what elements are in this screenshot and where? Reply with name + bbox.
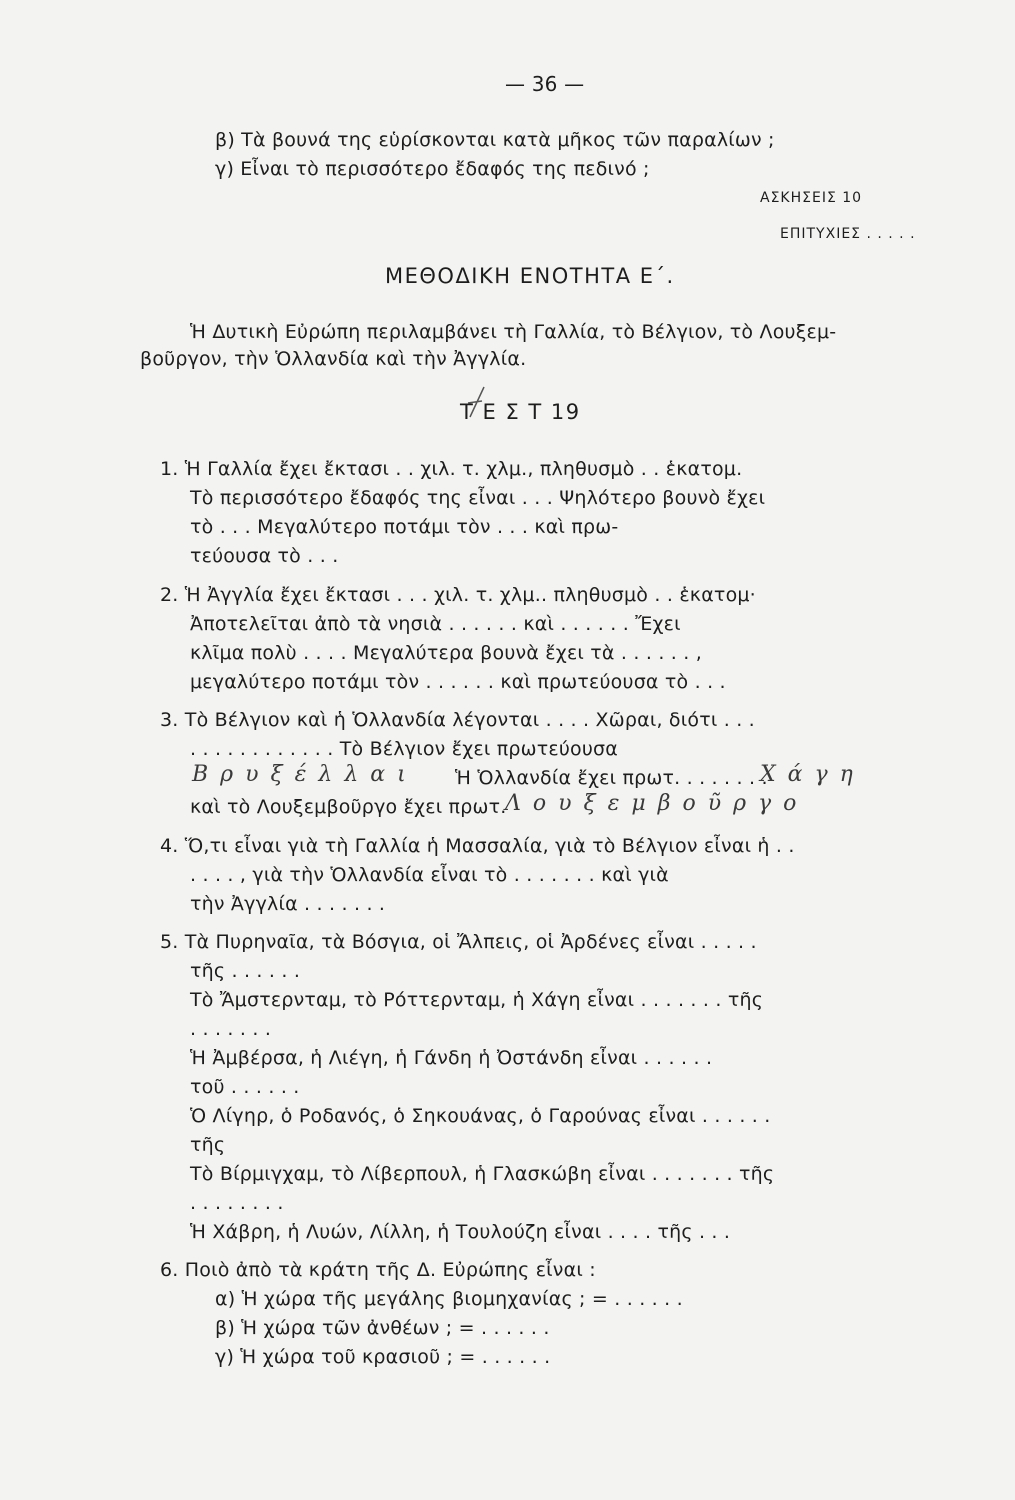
q3-line-1: 3. Τὸ Βέλγιον καὶ ἡ Ὁλλανδία λέγονται . . . . Χῶραι, διότι . . .: [160, 709, 755, 731]
q1-line-4: τεύουσα τὸ . . .: [190, 545, 339, 567]
q6-option-b: β) Ἡ χώρα τῶν ἀνθέων ; = . . . . . .: [215, 1317, 550, 1339]
q3-line-3: Ἡ Ὁλλανδία ἔχει πρωτ. . . . . . . .: [455, 767, 768, 789]
q1-line-2: Τὸ περισσότερο ἔδαφός της εἶναι . . . Ψηλότερο βουνὸ ἔχει: [190, 487, 766, 509]
q3-line-4: καὶ τὸ Λουξεμβοῦργο ἔχει πρωτ.: [190, 796, 507, 818]
q5-line-5: Ἡ Ἀμβέρσα, ἡ Λιέγη, ἡ Γάνδη ἡ Ὀστάνδη εἶναι . . . . . .: [190, 1047, 713, 1069]
q5-line-4: . . . . . . .: [190, 1018, 272, 1040]
handwritten-answer-hague: Χάγη: [760, 762, 865, 787]
unit-title: ΜΕΘΟΔΙΚΗ ΕΝΟΤΗΤΑ Ε΄.: [385, 264, 675, 288]
q6-line-1: 6. Ποιὸ ἀπὸ τὰ κράτη τῆς Δ. Εὐρώπης εἶναι :: [160, 1259, 596, 1281]
q5-line-3: Τὸ Ἄμστερνταμ, τὸ Ρόττερνταμ, ἡ Χάγη εἶναι . . . . . . . τῆς: [190, 989, 764, 1011]
q2-line-3: κλῖμα πολὺ . . . . Μεγαλύτερα βουνὰ ἔχει τὰ . . . . . . ,: [190, 642, 703, 664]
intro-line-c: γ) Εἶναι τὸ περισσότερο ἔδαφός της πεδινό ;: [215, 158, 650, 180]
q5-line-2: τῆς . . . . . .: [190, 960, 301, 982]
paragraph-line-2: βοῦργον, τὴν Ὁλλανδία καὶ τὴν Ἀγγλία.: [140, 348, 527, 370]
q4-line-1: 4. Ὅ,τι εἶναι γιὰ τὴ Γαλλία ἡ Μασσαλία, γιὰ τὸ Βέλγιον εἶναι ἡ . .: [160, 835, 795, 857]
q4-line-3: τὴν Ἀγγλία . . . . . . .: [190, 893, 386, 915]
test-title: Τ Ε Σ Τ 19: [460, 400, 581, 424]
page-number: — 36 —: [505, 72, 585, 96]
exercises-count: ΑΣΚΗΣΕΙΣ 10: [760, 190, 863, 206]
q5-line-11: Ἡ Χάβρη, ἡ Λυών, Λίλλη, ἡ Τουλούζη εἶναι . . . . τῆς . . .: [190, 1221, 731, 1243]
q5-line-7: Ὁ Λίγηρ, ὁ Ροδανός, ὁ Σηκουάνας, ὁ Γαρούνας εἶναι . . . . . .: [190, 1105, 771, 1127]
q5-line-1: 5. Τὰ Πυρηναῖα, τὰ Βόσγια, οἱ Ἄλπεις, οἱ Ἀρδένες εἶναι . . . . .: [160, 931, 757, 953]
handwritten-answer-luxembourg: Λουξεμβοῦργο: [505, 791, 809, 816]
q5-line-6: τοῦ . . . . . .: [190, 1076, 300, 1098]
successes-count: ΕΠΙΤΥΧΙΕΣ . . . . .: [780, 226, 916, 242]
handwritten-answer-brussels: Βρυξέλλαι: [192, 762, 418, 787]
q5-line-9: Τὸ Βίρμιγχαμ, τὸ Λίβερπουλ, ἡ Γλασκώβη εἶναι . . . . . . . τῆς: [190, 1163, 775, 1185]
q6-option-a: α) Ἡ χώρα τῆς μεγάλης βιομηχανίας ; = . . . . . .: [215, 1288, 683, 1310]
q1-line-1: 1. Ἡ Γαλλία ἔχει ἔκτασι . . χιλ. τ. χλμ., πληθυσμὸ . . ἑκατομ.: [160, 458, 743, 480]
handwritten-mark-icon: [462, 383, 492, 423]
q5-line-10: . . . . . . . .: [190, 1192, 284, 1214]
paragraph-line-1: Ἡ Δυτικὴ Εὐρώπη περιλαμβάνει τὴ Γαλλία, τὸ Βέλγιον, τὸ Λουξεμ-: [190, 321, 837, 343]
q6-option-c: γ) Ἡ χώρα τοῦ κρασιοῦ ; = . . . . . .: [215, 1346, 551, 1368]
q5-line-8: τῆς: [190, 1134, 226, 1156]
q4-line-2: . . . . , γιὰ τὴν Ὁλλανδία εἶναι τὸ . . . . . . . καὶ γιὰ: [190, 864, 669, 886]
q2-line-1: 2. Ἡ Ἀγγλία ἔχει ἔκτασι . . . χιλ. τ. χλμ.. πληθυσμὸ . . ἑκατομ·: [160, 584, 756, 606]
q1-line-3: τὸ . . . Μεγαλύτερο ποτάμι τὸν . . . καὶ πρω-: [190, 516, 619, 538]
q3-line-2: . . . . . . . . . . . . Τὸ Βέλγιον ἔχει πρωτεύουσα: [190, 738, 618, 760]
q2-line-4: μεγαλύτερο ποτάμι τὸν . . . . . . καὶ πρωτεύουσα τὸ . . .: [190, 671, 726, 693]
q2-line-2: Ἀποτελεῖται ἀπὸ τὰ νησιὰ . . . . . . καὶ . . . . . . Ἔχει: [190, 613, 681, 635]
intro-line-b: β) Τὰ βουνά της εὑρίσκονται κατὰ μῆκος τῶν παραλίων ;: [215, 129, 775, 151]
